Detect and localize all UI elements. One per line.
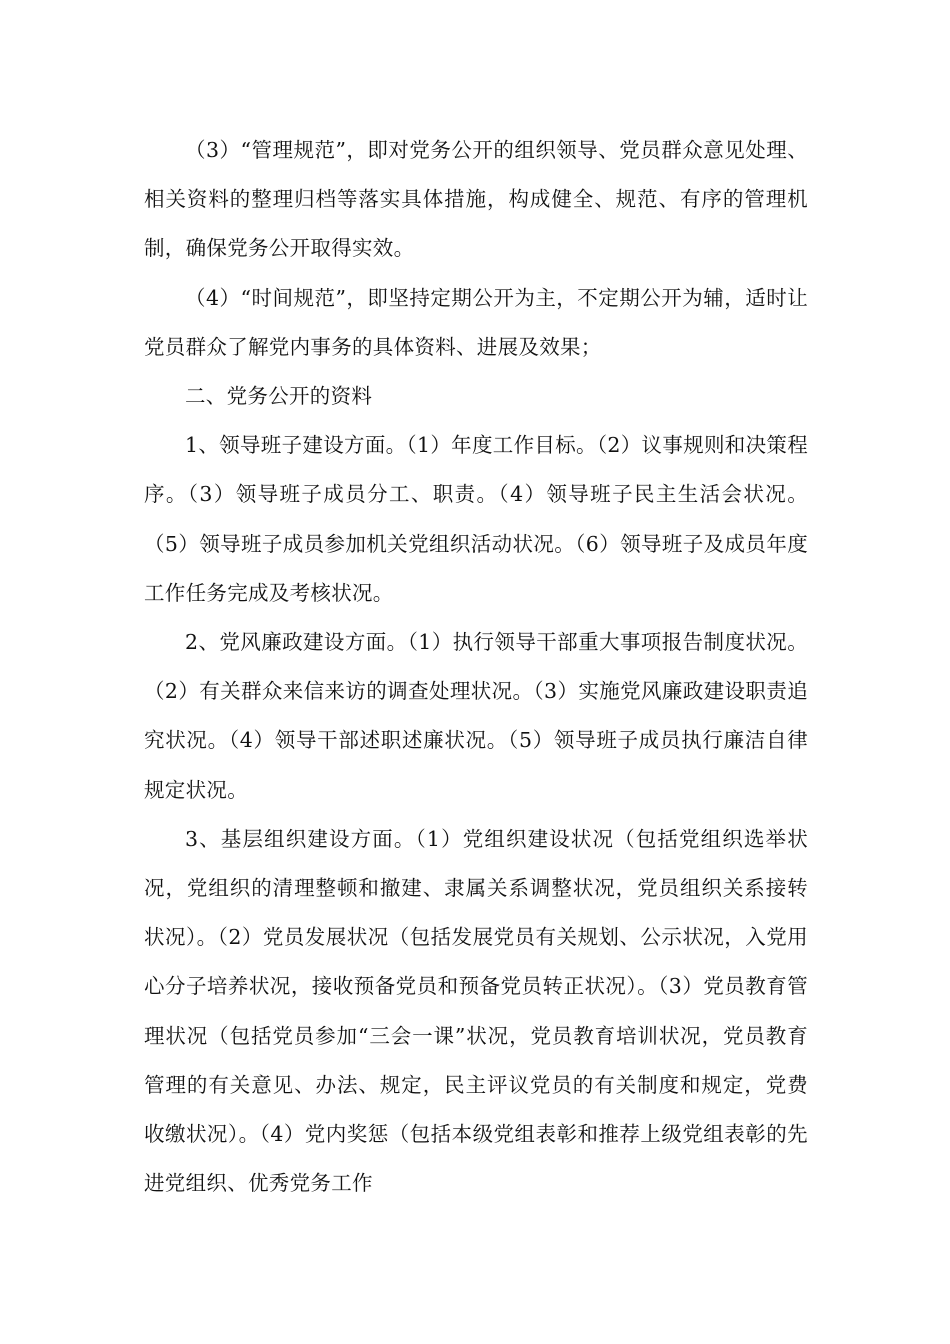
document-body xyxy=(144,126,808,1208)
paragraph-time-standard: （4）“时间规范”，即坚持定期公开为主，不定期公开为辅，适时让党员群众了解党内事务的具体资料、进展及效果； xyxy=(144,285,808,359)
paragraph-grassroots-building: 3、基层组织建设方面。（1）党组织建设状况（包括党组织选举状况，党组织的清理整顿和撤建、隶属关系调整状况，党员组织关系接转状况）。（2）党员发展状况（包括发展党员有关规划、公示状况，入党用心分子培养状况，接收预备党员和预备党员转正状况）。（3）党员教育管理状况（包括党员参加“三会一课”状况，党员教育培训状况，党员教育管理的有关意见、办法、规定，民主评议党员的有关制度和规定，党费收缴状况）。（4）党内奖惩（包括本级党组表彰和推荐上级党组表彰的先进党组织、优秀党务工作 xyxy=(144,826,808,1196)
paragraph-management-standard: （3）“管理规范”，即对党务公开的组织领导、党员群众意见处理、相关资料的整理归档等落实具体措施，构成健全、规范、有序的管理机制，确保党务公开取得实效。 xyxy=(144,138,808,261)
paragraph-leadership-building: 1、领导班子建设方面。（1）年度工作目标。（2）议事规则和决策程序。（3）领导班子成员分工、职责。（4）领导班子民主生活会状况。（5）领导班子成员参加机关党组织活动状况。（6）领导班子及成员年度工作任务完成及考核状况。 xyxy=(144,433,808,605)
paragraph-integrity-building: 2、党风廉政建设方面。（1）执行领导干部重大事项报告制度状况。（2）有关群众来信来访的调查处理状况。（3）实施党风廉政建设职责追究状况。（4）领导干部述职述廉状况。（5）领导班子成员执行廉洁自律规定状况。 xyxy=(144,630,808,802)
section-heading: 二、党务公开的资料 xyxy=(185,384,373,409)
